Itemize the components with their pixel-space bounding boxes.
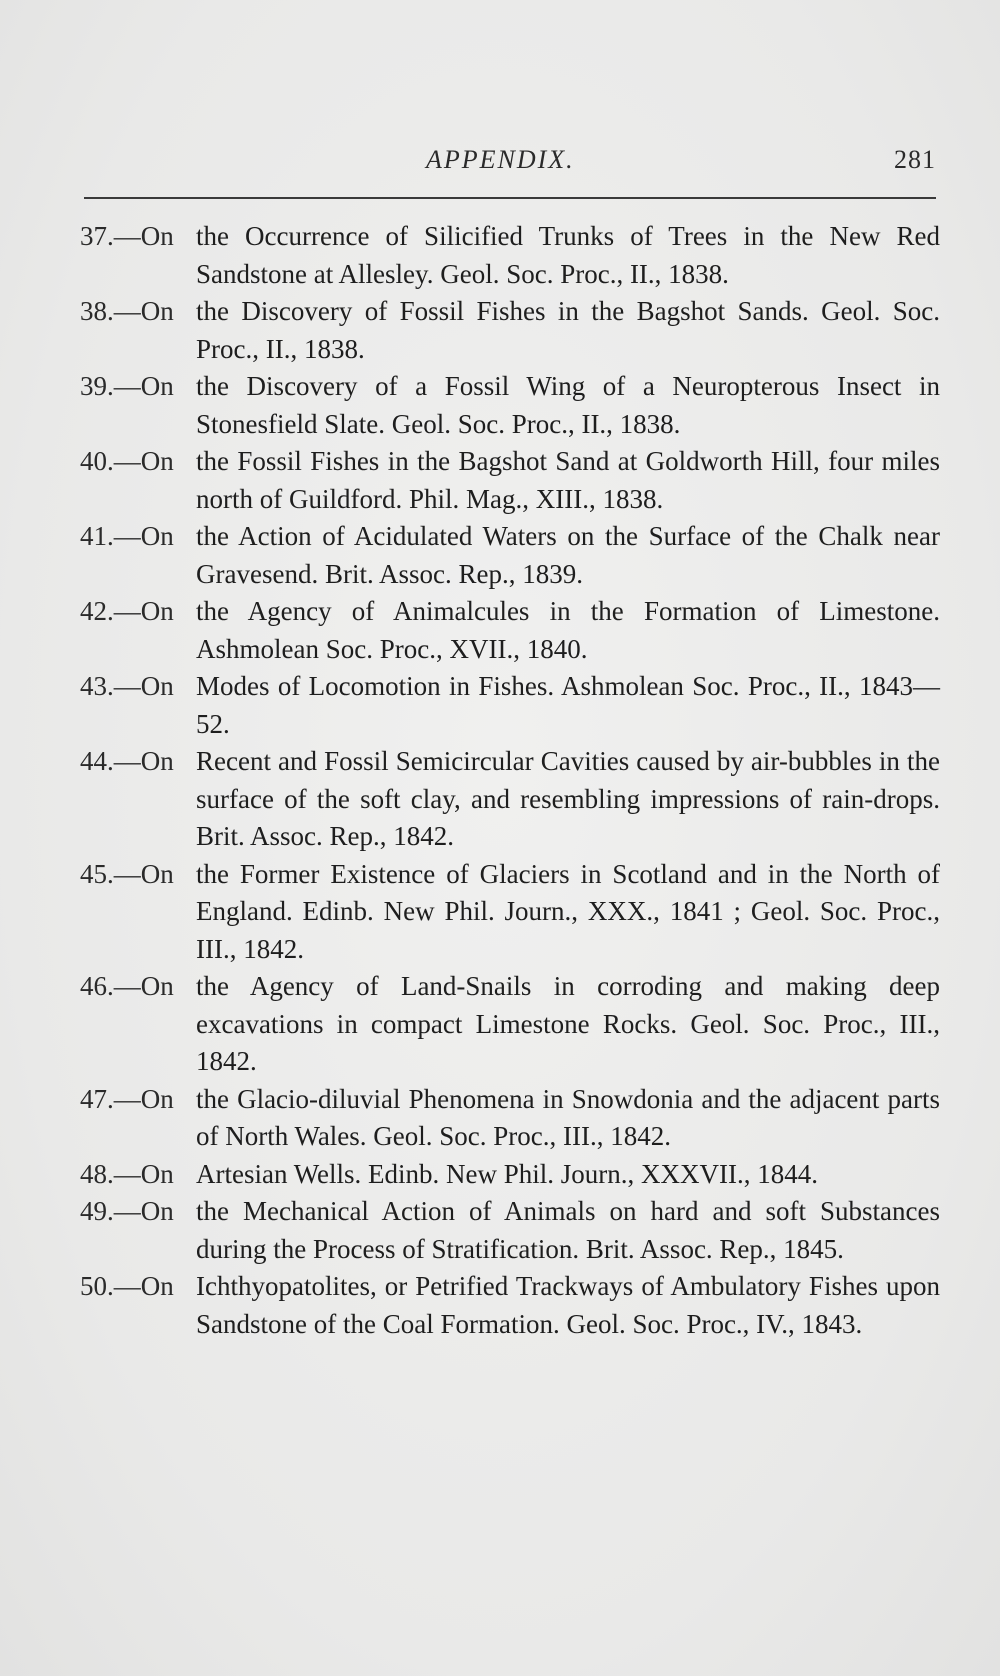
entry-text: the Mechanical Action of Animals on hard and soft Substances during the Process of Stratification. Brit. Assoc. Rep., 1845. xyxy=(196,1196,940,1264)
entry-text: the Former Existence of Glaciers in Scotland and in the North of England. Edinb. New Phil. Journ., XXX., 1841 ; Geol. Soc. Proc., III., 1842. xyxy=(196,858,940,964)
list-item-49 xyxy=(80,1193,940,1268)
entry-number: 42.—On xyxy=(80,596,174,626)
running-title: APPENDIX. xyxy=(426,145,575,174)
entry-number: 38.—On xyxy=(80,296,174,326)
entry-number: 44.—On xyxy=(80,746,174,776)
entry-text: the Occurrence of Silicified Trunks of Trees in the New Red Sandstone at Allesley. Geol. Soc. Proc., II., 1838. xyxy=(196,221,940,289)
list-item-43 xyxy=(80,668,940,743)
entry-text: Artesian Wells. Edinb. New Phil. Journ., XXXVII., 1844. xyxy=(196,1158,819,1189)
page-header xyxy=(84,145,936,185)
entry-text: the Agency of Animalcules in the Formation of Limestone. Ashmolean Soc. Proc., XVII., 1840. xyxy=(196,596,940,664)
entry-number: 49.—On xyxy=(80,1196,174,1226)
entry-number: 41.—On xyxy=(80,521,174,551)
list-item-37 xyxy=(80,218,940,293)
list-item-44 xyxy=(80,743,940,856)
entry-number: 48.—On xyxy=(80,1158,174,1189)
page-number: 281 xyxy=(894,145,936,174)
entry-text: Recent and Fossil Semicircular Cavities caused by air-bubbles in the surface of the soft clay, and resembling impressions of rain-drops. Brit. Assoc. Rep., 1842. xyxy=(196,746,940,851)
list-item-39 xyxy=(80,368,940,443)
header-rule xyxy=(84,197,936,199)
entry-number: 50.—On xyxy=(80,1271,174,1301)
list-item-45 xyxy=(80,856,940,969)
entry-number: 46.—On xyxy=(80,971,174,1001)
entry-number: 37.—On xyxy=(80,221,174,251)
list-item-41 xyxy=(80,518,940,593)
entry-text: the Glacio-diluvial Phenomena in Snowdonia and the adjacent parts of North Wales. Geol. Soc. Proc., III., 1842. xyxy=(196,1083,940,1151)
list-item-40 xyxy=(80,443,940,518)
entry-text: the Agency of Land-Snails in corroding and making deep excavations in compact Limestone Rocks. Geol. Soc. Proc., III., 1842. xyxy=(196,971,940,1076)
list-item-38 xyxy=(80,293,940,368)
entry-text: the Fossil Fishes in the Bagshot Sand at Goldworth Hill, four miles north of Guildford. Phil. Mag., XIII., 1838. xyxy=(196,446,940,514)
entry-text: Ichthyopatolites, or Petrified Trackways of Ambulatory Fishes upon Sandstone of the Coal Formation. Geol. Soc. Proc., IV., 1843. xyxy=(196,1271,940,1339)
entry-number: 45.—On xyxy=(80,858,174,889)
list-item-42 xyxy=(80,593,940,668)
bibliography-list xyxy=(80,218,940,1343)
list-item-48 xyxy=(80,1156,940,1194)
entry-number: 40.—On xyxy=(80,446,174,476)
list-item-47 xyxy=(80,1081,940,1156)
entry-number: 47.—On xyxy=(80,1083,174,1114)
entry-text: the Action of Acidulated Waters on the Surface of the Chalk near Gravesend. Brit. Assoc. Rep., 1839. xyxy=(196,521,940,589)
entry-text: Modes of Locomotion in Fishes. Ashmolean Soc. Proc., II., 1843—52. xyxy=(196,671,940,739)
entry-number: 39.—On xyxy=(80,371,174,401)
list-item-50 xyxy=(80,1268,940,1343)
entry-text: the Discovery of Fossil Fishes in the Bagshot Sands. Geol. Soc. Proc., II., 1838. xyxy=(196,296,940,364)
entry-number: 43.—On xyxy=(80,671,174,701)
list-item-46 xyxy=(80,968,940,1081)
entry-text: the Discovery of a Fossil Wing of a Neuropterous Insect in Stonesfield Slate. Geol. Soc. Proc., II., 1838. xyxy=(196,371,940,439)
